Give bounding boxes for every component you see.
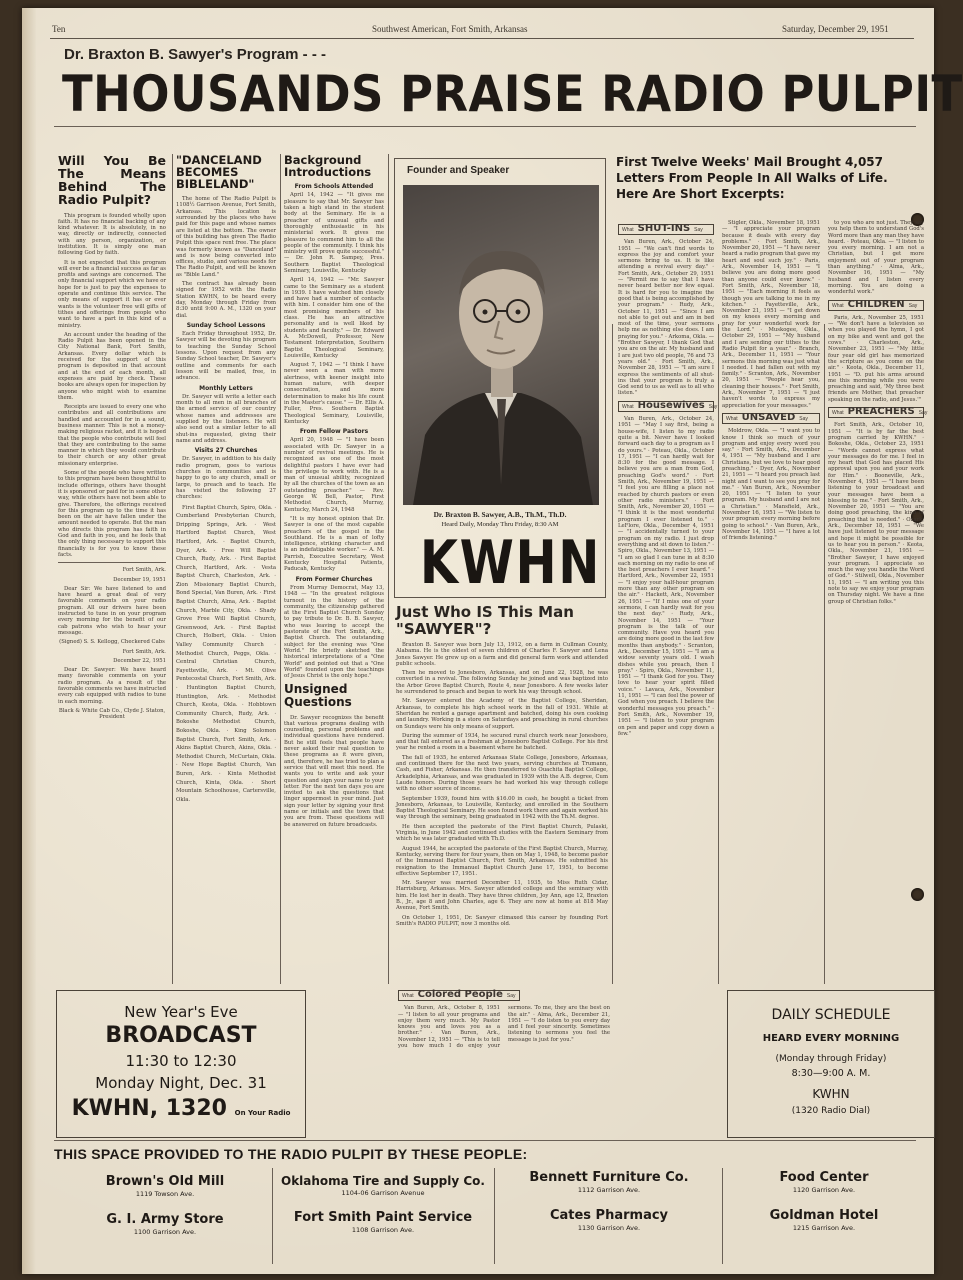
subhead: From Schools Attended bbox=[294, 183, 374, 191]
column-2 bbox=[176, 154, 276, 984]
sponsor-item: Fort Smith Paint Service 1108 Garrison Ave. bbox=[293, 1210, 473, 1234]
col3-heading: Background Introductions bbox=[284, 153, 372, 180]
daily-schedule-box bbox=[727, 990, 935, 1138]
issue-date: Saturday, December 29, 1951 bbox=[782, 24, 889, 34]
bio-paragraph: On October 1, 1951, Dr. Sawyer climaxed this career by founding Fort Smith's RADIO PULPIT, now 3 months old. bbox=[396, 914, 608, 927]
bio-paragraph: The fall of 1935, he entered Arkansas State College, Jonesboro, Arkansas, and continued there for the next two years, serving churches at Trumann, Cash, and Fisher, Arkansas. He then transferred to Ouachita Baptist College, Arkadelphia, Arkansas, and was graduated in 1939 with the A.B. degree, Cum Laude honors. During those years he had worked his way through college with no other source of income. bbox=[396, 754, 608, 793]
sponsor-title: THIS SPACE PROVIDED TO THE RADIO PULPIT BY THESE PEOPLE: bbox=[54, 1146, 528, 1162]
bio-paragraph: During the summer of 1934, he secured rural church work near Jonesboro, and that fall entered as a freshman at Jonesboro Baptist College. For his first year he rented a room in a basement where he batched. bbox=[396, 732, 608, 752]
sponsor-item: Cates Pharmacy 1130 Garrison Ave. bbox=[549, 1208, 669, 1232]
colored-people-block bbox=[398, 986, 610, 1136]
bio-paragraph: Braxton B. Sawyer was born July 13, 1912, on a farm in Cullman County, Alabama. He is the oldest of seven children of Charles F. Sawyer and Lena Jones Sawyer. He grew up on a farm and did general farm work and attended public schools. bbox=[396, 642, 608, 667]
bio-column bbox=[396, 642, 608, 982]
page-headline: THOUSANDS PRAISE RADIO PULPIT bbox=[62, 65, 963, 123]
bio-heading: Just Who IS This Man "SAWYER"? bbox=[396, 603, 574, 638]
sponsor-rule bbox=[54, 1140, 916, 1141]
category-tag: What UNSAVED Say bbox=[722, 413, 820, 424]
letter-signature: (Signed) S. S. Kellogg, Checkered Cabs bbox=[59, 639, 165, 646]
letter-excerpts: Van Buren, Ark., October 24, 1951 — "We can't find words to express the joy and comfort your sermons bring to us. It is like attending a revival every day." · Fort Smith, Ark., October 29, 1951 — "Permit me to say that I have never heard better nor few equal. It is hard for you to imagine the good that is being accomplished by your program." · Rudy, Ark., October 11, 1951 — "Since I am not able to get out and am in bed most of the time, your sermons help me as nothing else does. I am praying for you." · Arkoma, Okla. — "Brother Sawyer, I thank God that you are on the air. My husband and I are just two old people, 76 and 73 years old." · Fort Smith, Ark., November 28, 1951 — "I am sure I express the sentiments of all shut-ins that your program is truly a God send to us as well as to all who listen." bbox=[618, 239, 714, 397]
category-tag: What CHILDREN Say bbox=[828, 300, 924, 311]
nye-line: New Year's Eve bbox=[124, 1003, 238, 1021]
col2-paragraph: The home of The Radio Pulpit is 1108½ Garrison Avenue, Fort Smith, Arkansas. This location is surrounded by the places who have paid for this page and whose names are listed at the bottom. The owner of this building has given The Radio Pulpit this space rent free. The place was formerly known as "Danceland" and is now being converted into offices, studio, and various needs for The Radio Pulpit, and will be known as "Bible Land." bbox=[176, 196, 276, 278]
col3-heading-2: Unsigned Questions bbox=[284, 682, 352, 709]
col1-heading: Will You Be The Means Behind The Radio Pulpit? bbox=[58, 153, 166, 208]
paper-name: Southwest American, Fort Smith, Arkansas bbox=[372, 24, 528, 34]
letter-date: December 19, 1951 bbox=[113, 576, 166, 583]
schedule-line: HEARD EVERY MORNING bbox=[762, 1033, 900, 1044]
kicker-line: Dr. Braxton B. Sawyer's Program - - - bbox=[64, 46, 326, 63]
category-tag: What Housewives Say bbox=[618, 401, 714, 412]
column-rule bbox=[388, 154, 389, 984]
torn-edge bbox=[22, 8, 36, 1274]
newspaper-page bbox=[22, 8, 963, 1274]
portrait-photo bbox=[403, 185, 599, 505]
col1-paragraph: Some of the people who have written to this program have been thoughtful to include offerings, others have thought it is sponsored or paid for in some other way, while others have not been able to give. Therefore, the offerings received for this program up to the time it has been on the air have fallen under the amount needed to operate. But the man who directs this program has faith in God and faith in you, and he feels that the only thing necessary to support this financially is for you to know these facts. bbox=[58, 470, 166, 558]
letters-column-b bbox=[722, 220, 820, 990]
column-rule bbox=[718, 324, 719, 984]
column-rule bbox=[824, 324, 825, 984]
schedule-time: 8:30—9:00 A. M. bbox=[791, 1068, 871, 1079]
letter-excerpts: Van Buren, Ark., October 8, 1951 — "I listen to all your programs and enjoy them very much. My Pastor knows you and loves you as a brother." · Van Buren, Ark., November 12, 1951 — "This is to tell you how much I do enjoy your sermons. To me, they are the best on the air." · Alma, Ark., December 21, 1951 — "I do listen to you every day and I feel your sincerity. Sometimes listening to sermons you feel the message is just for you." bbox=[398, 1005, 610, 1050]
bio-paragraph: He then accepted the pastorate of the First Baptist Church, Pulaski, Virginia, in June 1942 and continued studies with the Eastern Seminary from which he was later graduated with Th.D. bbox=[396, 823, 608, 843]
sponsor-item: Bennett Furniture Co. 1112 Garrison Ave. bbox=[529, 1170, 689, 1194]
category-tag: What PREACHERS Say bbox=[828, 407, 924, 418]
col2-paragraph: Dr. Sawyer will write a letter each month to all men in all branches of the armed service of our country whose names and addresses are supplied by the listeners. He will also send out a similar letter to all shut-ins requested, giving their name and address. bbox=[176, 393, 276, 444]
letter-excerpts: Stigler, Okla., November 18, 1951 — "I appreciate your program because it deals with every day problems." · Fort Smith, Ark., November 20, 1951 — "I have never heard a radio program that gave my heart and soul such joy." · Paris, Ark., November 14, 1951 — "I believe you are doing more good than anyone could ever know." · Fort Smith, Ark., November 18, 1951 — "Each morning it feels as though you are talking to me in my kitchen." · Fayetteville, Ark., November 21, 1951 — "I get down on my knees every morning and pray for your wonderful work for the Lord." · Muskogee, Okla., October 29, 1951 — "My husband and I are sending our tithes to the Radio Pulpit for a year." · Branch, Ark., December 11, 1951 — "Your sermons this morning was just what I needed. I had fallen out with my family." · Scranton, Ark., November 20, 1951 — "People hear you, cleaning their houses." · Fort Smith, Ark., November 7, 1951 — "I just haven't words to express my appreciation for your messages." bbox=[722, 220, 820, 409]
new-years-eve-box bbox=[56, 990, 306, 1138]
schedule-line: (Monday through Friday) bbox=[775, 1054, 887, 1064]
letters-column-a bbox=[618, 220, 718, 990]
letter-excerpts: to you who are not just. They say you help them to understand God's Word more than any man they have heard. · Poteau, Okla. — "I listen to you every morning. I am not a Christian, but I get more enjoyment out of your program than anything." · Alma, Ark., November 16, 1951 — "My husband and I listen every morning. You are doing a wonderful work." bbox=[828, 220, 924, 296]
sponsor-divider bbox=[722, 1168, 723, 1264]
station-callsign: KWHN bbox=[419, 528, 602, 598]
col2-paragraph: Dr. Sawyer, in addition to his daily radio program, goes to various churches in communities and is happy to go to any church, small or large, to preach and to teach. He has visited the following 27 churches: bbox=[176, 456, 276, 501]
column-rule bbox=[612, 324, 613, 984]
letters-column-c bbox=[828, 220, 928, 990]
sponsor-item: Oklahoma Tire and Supply Co. 1104-06 Garrison Avenue bbox=[281, 1174, 485, 1197]
letter-excerpts: Paris, Ark., November 25, 1951 — "We don't have a television so when you played the hymn, I got on my bike and went and got the cows." · Charleston, Ark., November 23, 1951 — "My little four year old girl has memorized the scripture as you come on the air." · Keota, Okla., December 11, 1951 — "D. put his arms around me this morning while you were preaching and said, 'My three best friends are Mother, that preacher speaking on the radio, and Jesus.'" bbox=[828, 314, 924, 403]
nye-time: 11:30 to 12:30 bbox=[125, 1052, 237, 1070]
testimonial: April 14, 1942 — "It gives me pleasure to say that Mr. Sawyer has taken a high stand in the student body at the Seminary. He is a preacher of unusual gifts and thoroughly enthusiastic in his ministerial work. It gives me pleasure to commend him to all the people of the community. I think his ministry will prove quite successful." — Dr. John R. Sampey, Pres. Southern Baptist Theological Seminary, Louisville, Kentucky bbox=[284, 192, 384, 274]
column-rule bbox=[172, 154, 173, 984]
letter-body: Dear Dr. Sawyer: We have heard many favorable comments on your radio program. As a result of the favorable comments we have instructed every cab equipped with radios to tune in each morning. bbox=[58, 667, 166, 705]
page-number: Ten bbox=[52, 24, 66, 34]
category-tag: What SHUT-INS Say bbox=[618, 224, 714, 235]
church-list: First Baptist Church, Spiro, Okla. · Cumberland Presbyterian Church, Dripping Springs, Ark. · West Hartford Baptist Church, West Hartford, Ark. · Baptist Church, Dyer, Ark. · Free Will Baptist Church, Rudy, Ark. · First Baptist Church, Hartford, Ark. · Vesta Baptist Church, Charleston, Ark. · Zion Missionary Baptist Church, Bond Special, Van Buren, Ark. · First Baptist Church, Alma, Ark. · Baptist Church, Marble City, Okla. · Shady Grove Free Will Baptist Church, Greenwood, Ark. · First Baptist Church, Holbert, Okla. · Union Valley Community Church · Methodist Church, Peggs, Okla. · Central Christian Church, Fayetteville, Ark. · Mt. Olive Pentecostal Church, Fort Smith, Ark. · Huntington Baptist Church, Huntington, Ark. · Methodist Church, Keota, Okla. · Hobbtown Community Church, Rudy, Ark. · Bokoshe Methodist Church, Bokoshe, Okla. · King Solomon Baptist Church, Fort Smith, Ark. · Akins Baptist Church, Akins, Okla. · Methodist Church, McCurtain, Okla. · New Hope Baptist Church, Van Buren, Ark. · Kinta Methodist Church, Kinta, Okla. · Short Mountain Schoolhouse, Cartersville, Okla. bbox=[176, 504, 276, 803]
bio-paragraph: September 1939, found him with $16.00 in cash, he bought a ticket from Jonesboro, Arkansas, to Louisville, Kentucky, and enrolled in the Southern Baptist Theological Seminary. He soon found work there and again worked his way through the seminary, being graduated in 1942 with the Th.M. degree. bbox=[396, 795, 608, 821]
letter-date: December 22, 1951 bbox=[113, 657, 166, 664]
sponsor-divider bbox=[272, 1168, 273, 1264]
column-3 bbox=[284, 154, 384, 984]
letter-excerpts: Fort Smith, Ark., October 10, 1951 — "It is by far the best program carried by KWHN." · Bokoshe, Okla., October 23, 1951 — "Words cannot express what your messages do for me. I feel in my heart that God has placed His approval upon you and your work for Him." · Booneville, Ark., November 4, 1951 — "I have been listening to your broadcast and your messages have been a blessing to me." · Fort Smith, Ark., November 20, 1951 — "You are doing good preaching, the kind of preaching that is needed." · Ozark, Ark., December 18, 1951 — "We have just listened to your message and hope it might be possible for us to hear you in person." · Keota, Okla., November 21, 1951 — "Brother Sawyer, I have enjoyed your program. I appreciate so much the way you handle the Word of God." · Stilwell, Okla., November 11, 1951 — "I am writing you this note to say we enjoy your program on Thursday night. We have a fine group of Christian folks." bbox=[828, 422, 924, 605]
col3-paragraph: Dr. Sawyer recognizes the benefit that various programs dealing with counseling, personal problems and individual questions have rendered. But he still feels that people have never asked their real question to these programs as it were given, and, therefore, he has tried to plan a service that will meet this need. He wants you to write and ask your question and sign your name to your letter. For the next ten days you are invited to ask the questions that linger uppermost in your mind. Just sign your letter by signing your first name or initials and the town that you are from. These questions will be answered on future broadcasts. bbox=[284, 714, 384, 828]
nye-dial-note: On Your Radio bbox=[234, 1109, 291, 1117]
letter-place: Fort Smith, Ark. bbox=[122, 567, 166, 574]
letter-signature: Black & White Cab Co., Clyde J. Staton, President bbox=[58, 707, 166, 721]
photo-caption: Dr. Braxton B. Sawyer, A.B., Th.M., Th.D. bbox=[433, 510, 567, 519]
col1-paragraph: Receipts are issued to every one who contributes and all contributions are handled and accounted for in a sound, business manner. This is not a money-making religious racket, and it is hoped that the people who contribute will feel that they are contributing to the same manner in which they would contribute to their church or any other great missionary enterprise. bbox=[58, 404, 166, 467]
founder-label: Founder and Speaker bbox=[407, 165, 510, 176]
category-tag: What Colored People Say bbox=[398, 990, 520, 1001]
headline-rule bbox=[54, 126, 916, 127]
folio-rule bbox=[50, 38, 914, 39]
sponsor-item: Food Center 1120 Garrison Ave. bbox=[779, 1170, 869, 1194]
column-rule bbox=[280, 154, 281, 984]
subhead: Monthly Letters bbox=[199, 384, 253, 392]
testimonial: From Murray Democrat, May 13, 1948 — "In the greatest religious turnout in the history of the community, the citizenship gathered at the First Baptist Church Sunday to pay tribute to Dr. B. B. Sawyer, who was leaving to accept the pastorate of the Fort Smith, Ark., Baptist Church. The outstanding subject for the evening was "One World." He briefly sketched the historical interpretations of a "One World" and pointed out that a "One World" founded upon the teachings of Jesus Christ is the only hope." bbox=[284, 584, 384, 680]
col2-paragraph: The contract has already been signed for 1952 with the Radio Station KWHN, to be heard every day, Monday through Friday from 8:30 until 9:00 A. M., 1320 on your dial. bbox=[176, 281, 276, 319]
bio-paragraph: Then he moved to Jonesboro, Arkansas, and on June 22, 1928, he was converted in a revival. The following Sunday he joined and was baptized into the Arbor Grove Baptist Church, Route 4, near Jonesboro. A few weeks later he surrendered to preach and began to work his way through school. bbox=[396, 670, 608, 696]
sponsor-item: Goldman Hotel 1215 Garrison Ave. bbox=[769, 1208, 879, 1232]
col2-paragraph: Each Friday throughout 1952, Dr. Sawyer will be devoting his program to teaching the Sunday School lessons. Upon request from any Sunday School teacher, Dr. Sawyer's outline and comments for each lesson will be mailed, free, in advance. bbox=[176, 331, 276, 382]
subhead: From Former Churches bbox=[295, 575, 373, 583]
schedule-title: DAILY SCHEDULE bbox=[771, 1007, 891, 1023]
testimonial: "It is my honest opinion that Dr. Sawyer is one of the most capable preachers of the gospel in the Southland. He is a man of lofty intelligence, striking character and is an indefatigable worker." — A. M. Parrish, Executive Secretary, West Kentucky Hospital Patients, Paducah, Kentucky bbox=[284, 515, 384, 573]
col1-paragraph: It is not expected that this program will ever be a financial success as far as profits and savings are concerned. The only financial support which we have or hope for is just to pay the expenses to operate and continue this service. The only means of support it has or ever wants is the volunteer free will gifts of tithes and offerings from people who want to have a part in this kind of a ministry. bbox=[58, 259, 166, 329]
schedule-dial: (1320 Radio Dial) bbox=[791, 1106, 871, 1116]
letter-excerpts: Van Buren, Ark., October 24, 1951 — "May I say first, being a house-wife, I listen to my radio quite a bit. Never have I looked forward each day to a program as I do yours." · Poteau, Okla., October 17, 1951 — "I can hardly wait for 8:30 for the good message. I believe you are a man from God, preaching God's word." · Fort Smith, Ark., November 19, 1951 — "I feel you are filling a place not reached by church pastors or even other radio ministers." · Fort Smith, Ark., November 20, 1951 — "I think it is the most wonderful program I ever listened to." · LeFlore, Okla., December 4, 1951 — "I accidentally turned to your program on my radio. I just drop everything and sit down to listen." · Spiro, Okla., November 13, 1951 — "I am so glad I can tune in at 8:30 each morning on my radio to one of the best preachers I ever heard." · Hartford, Ark., November 22, 1951 — "I enjoy your half-hour program more than any other program on the air." · Hackett, Ark., November 26, 1951 — "If I miss one of your sermons, I can hardly wait for you the next day." · Rudy, Ark., November 14, 1951 — "Your program is the talk of our community. Have you heard you are doing more good in the last few months than anybody." · Scranton, Ark., December 15, 1951 — "I am a widow seventy years old. I wash dishes while you preach, then I pray." · Spiro, Okla., November 11, 1951 — "I thank God for you. They love to hear your spirit filled voice." · Lavaca, Ark., November 11, 1951 — "I can feel the power of God when you preach. I believe the wonderful messages you preach." · Fort Smith, Ark., November 19, 1951 — "I listen to your program on pen and paper and copy down a few." bbox=[618, 416, 714, 737]
column-1 bbox=[58, 154, 166, 984]
portrait-illustration bbox=[403, 185, 599, 505]
bio-paragraph: August 1944, he accepted the pastorate of the First Baptist Church, Murray, Kentucky, serving there for four years, then on May 1, 1948, to become pastor of the Immanuel Baptist Church, Fort Smith, Arkansas. He submitted his resignation to the Immanuel Baptist Church June 17, 1951, to become effective September 17, 1951. bbox=[396, 845, 608, 877]
nye-broadcast: BROADCAST bbox=[105, 1023, 257, 1048]
letter-excerpts: Moldrow, Okla. — "I want you to know I think so much of your program and enjoy every word you say." · Fort Smith, Ark., December 4, 1951 — "My husband and I are Christians, but we love to hear good preaching." · Dyer, Ark., November 21, 1951 — "I heard you preach last night and I want to see you pray for me." · Van Buren, Ark., November 20, 1951 — "I listen to your program. My husband and I are not a Christian." · Mansfield, Ark., November 16, 1951 — "We listen to your program every morning before going to school." · Van Buren, Ark., November 14, 1951 — "I have a lot of friends listening." bbox=[722, 428, 820, 542]
sponsor-item: Brown's Old Mill 1119 Towson Ave. bbox=[105, 1174, 225, 1198]
subhead: Visits 27 Churches bbox=[194, 447, 258, 455]
nye-station: KWHN, 1320 bbox=[71, 1096, 227, 1121]
photo-caption-schedule: Heard Daily, Monday Thru Friday, 8:30 AM bbox=[441, 521, 559, 528]
sponsor-divider bbox=[494, 1168, 495, 1264]
letter-body: Dear Sir: We have listened to and have heard a great deal of very favorable comments on your radio program. All our drivers have been instructed to tune in on your program every morning for the benefit of our cab patrons who wish to hear your message. bbox=[58, 585, 166, 636]
testimonial: August 7, 1942 — "I think I have never seen a man with more alertness, with keener insight into human nature, with deeper consecration, and more determination to make his life count in the Master's cause." — Dr. Ellis A. Fuller, Pres. Southern Baptist Theological Seminary, Louisville, Kentucky bbox=[284, 362, 384, 425]
schedule-station: KWHN bbox=[812, 1087, 850, 1101]
subhead: Sunday School Lessons bbox=[186, 321, 266, 329]
sponsor-item: G. I. Army Store 1100 Garrison Ave. bbox=[106, 1212, 224, 1236]
nye-date: Monday Night, Dec. 31 bbox=[95, 1074, 267, 1092]
mail-heading: First Twelve Weeks' Mail Brought 4,057 Letters From People In All Walks of Life. Here Are Short Excerpts: bbox=[616, 155, 888, 201]
testimonial: April 20, 1948 — "I have been associated with Dr. Sawyer in a number of revival meetings. He is recognized as one of the most delightful pastors I have ever had the privilege to work with. He is a man of unusual ability, recognized by all the churches of the town as an outstanding preacher." — Rev. George W. Bell, Pastor, First Methodist Church, Murray, Kentucky, March 24, 1948 bbox=[284, 437, 384, 513]
letter-place: Fort Smith, Ark. bbox=[122, 648, 166, 655]
subhead: From Fellow Pastors bbox=[299, 428, 369, 436]
bio-paragraph: Mr. Sawyer was married December 11, 1935, to Miss Ruth Cidar, Harrisburg, Arkansas. Mrs. Sawyer attended college and the seminary with him. He lost her in death. They have three children, Joy Ann, age 12, Braxton B., Jr., age 8 and John Charles, age 6. They are now at home at 818 May Avenue, Fort Smith. bbox=[396, 880, 608, 912]
col1-paragraph: An account under the heading of the Radio Pulpit has been opened in the City National Bank, Fort Smith, Arkansas. Every dollar which is received for the support of this program is deposited in that account and at the end of each month, all expenses are paid by check. These books are always open for inspection by anyone who might wish to examine them. bbox=[58, 331, 166, 401]
bio-paragraph: Mr. Sawyer entered the Academy of the Baptist College, Sheridan, Arkansas, to complete his high school work in the fall of 1931. While at Sheridan he rented a garage apartment and batched, doing his own cooking and laundry. Working in a store on Saturdays and preaching in rural churches on Sundays were his only means of support. bbox=[396, 698, 608, 730]
testimonial: April 14, 1942 — "Mr. Sawyer came to the Seminary as a student in 1939. I have watched him closely and have had a number of contacts with him. I consider him one of the most promising members of his class. He has an attractive personality and is well liked by students and faculty." — Dr. Edward A. McDowell, Professor, New Testament Interpretation, Southern Baptist Theological Seminary, Louisville, Kentucky bbox=[284, 277, 384, 359]
col2-heading: "DANCELAND BECOMES BIBLELAND" bbox=[176, 153, 262, 192]
col1-paragraph: This program is founded wholly upon faith. It has no financial backing of any kind whatever. It is absolutely, in no way, directly or indirectly, connected with any person, organization, or institution. It is simply one man following God by faith. bbox=[58, 212, 166, 257]
